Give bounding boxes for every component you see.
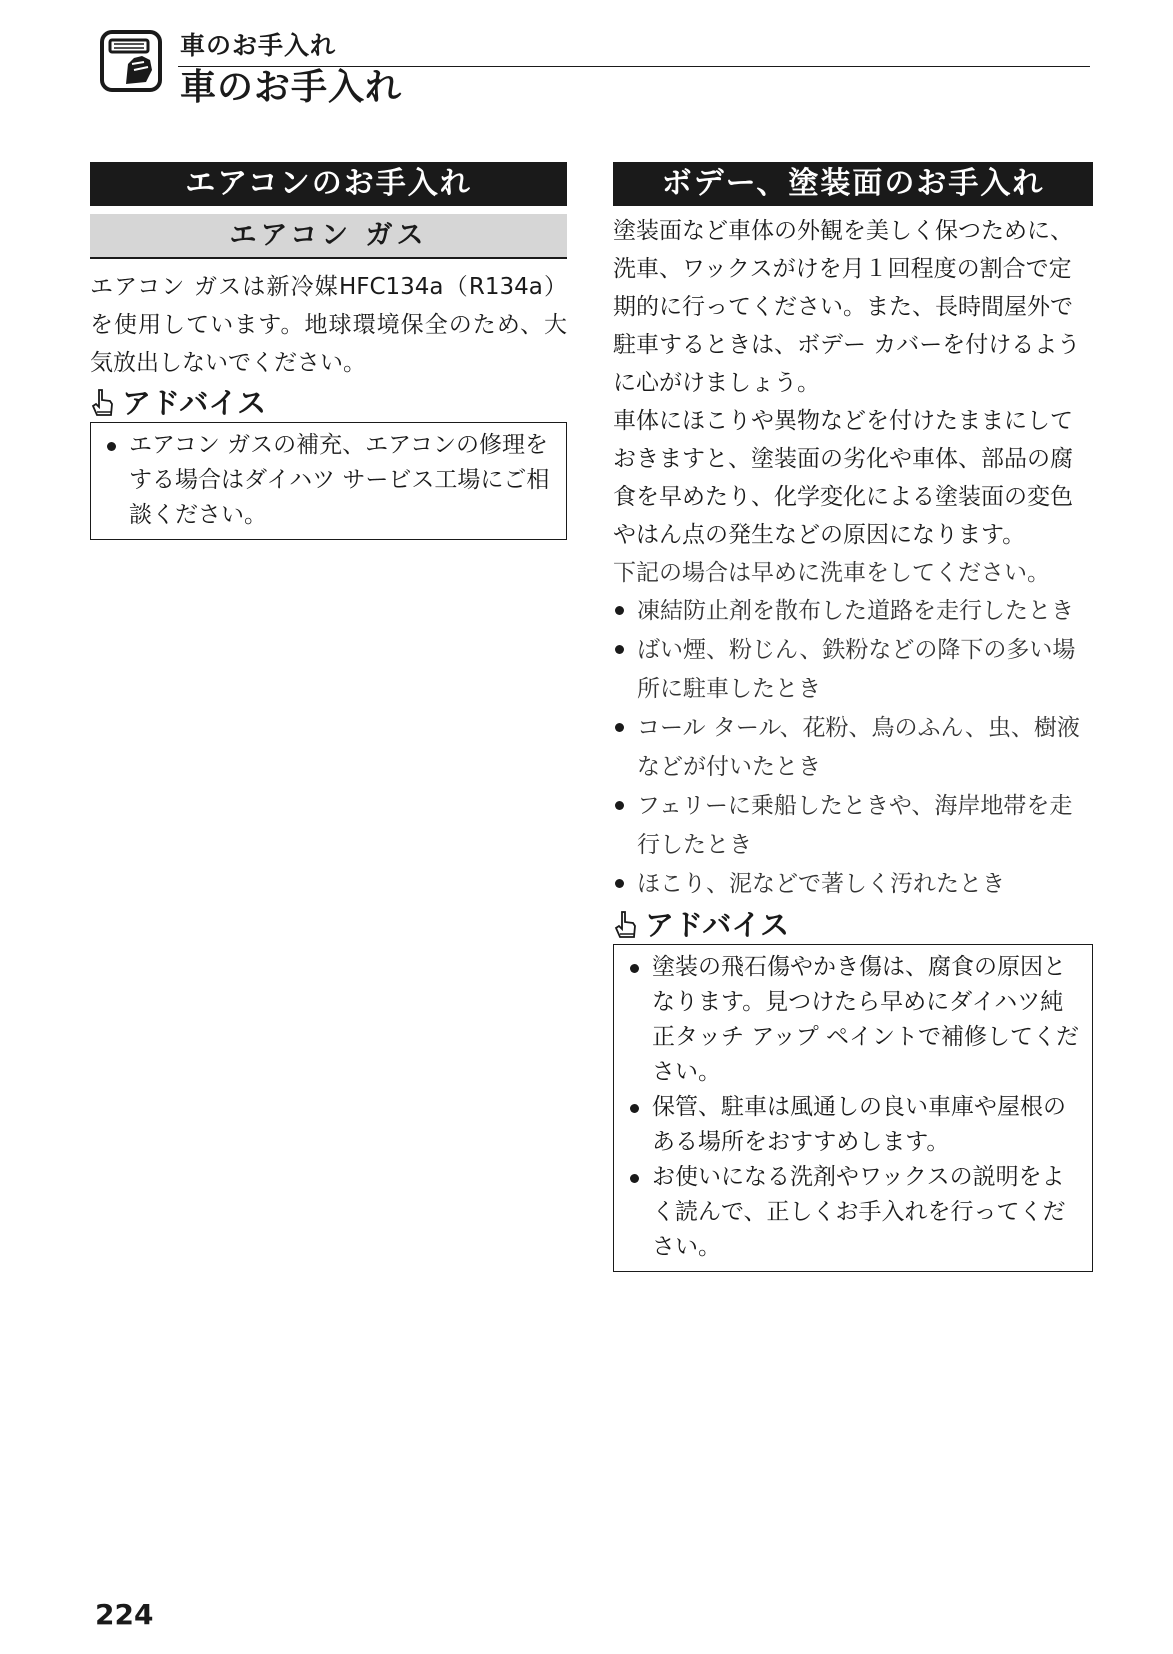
body-care-paragraph-1: 塗装面など車体の外観を美しく保つために、洗車、ワックスがけを月１回程度の割合で定期的に行ってください。また、長時間屋外で駐車するときは、ボデー カバーを付けるように心がけましょう。 [613,218,1081,396]
aircon-advice-box [90,422,567,540]
list-item: 塗装の飛石傷やかき傷は、腐食の原因となります。見つけたら早めにダイハツ純正タッチ アップ ペイントで補修してください。 [628,950,1082,1090]
aircon-advice-label: アドバイス [122,386,267,420]
list-item: フェリーに乗船したときや、海岸地帯を走行したとき [613,787,1093,865]
list-item: ほこり、泥などで著しく汚れたとき [613,865,1093,904]
page-title: 車のお手入れ [180,67,403,108]
pointing-hand-icon [613,910,639,940]
aircon-gas-subtitle: エアコン ガス [90,214,567,259]
body-paint-care-title: ボデー、塗装面のお手入れ [613,162,1093,206]
aircon-advice-heading [90,384,567,422]
body-advice-heading [613,906,1093,944]
list-item: 保管、駐車は風通しの良い車庫や屋根のある場所をおすすめします。 [628,1090,1082,1160]
car-care-hand-icon [100,30,162,92]
body-paint-care-section [613,162,1093,1272]
body-care-paragraph-2: 車体にほこりや異物などを付けたままにしておきますと、塗装面の劣化や車体、部品の腐食を早めたり、化学変化による塗装面の変色やはん点の発生などの原因になります。 [613,408,1073,548]
aircon-care-title: エアコンのお手入れ [90,162,567,206]
wash-conditions-list [613,592,1093,904]
wash-list-intro: 下記の場合は早めに洗車をしてください。 [613,560,1050,586]
pointing-hand-icon [90,388,116,418]
aircon-care-section [90,162,567,540]
list-item: エアコン ガスの補充、エアコンの修理をする場合はダイハツ サービス工場にご相談ください。 [105,428,556,533]
list-item: お使いになる洗剤やワックスの説明をよく読んで、正しくお手入れを行ってください。 [628,1160,1082,1265]
list-item: コール タール、花粉、鳥のふん、虫、樹液などが付いたとき [613,709,1093,787]
list-item: ばい煙、粉じん、鉄粉などの降下の多い場所に駐車したとき [613,631,1093,709]
aircon-gas-paragraph: エアコン ガスは新冷媒HFC134a（R134a）を使用しています。地球環境保全のため、大気放出しないでください。 [90,274,567,376]
header-subtitle: 車のお手入れ [180,31,337,60]
body-advice-box [613,944,1093,1272]
list-item: 凍結防止剤を散布した道路を走行したとき [613,592,1093,631]
page-number: 224 [95,1598,154,1631]
body-advice-label: アドバイス [645,908,790,942]
